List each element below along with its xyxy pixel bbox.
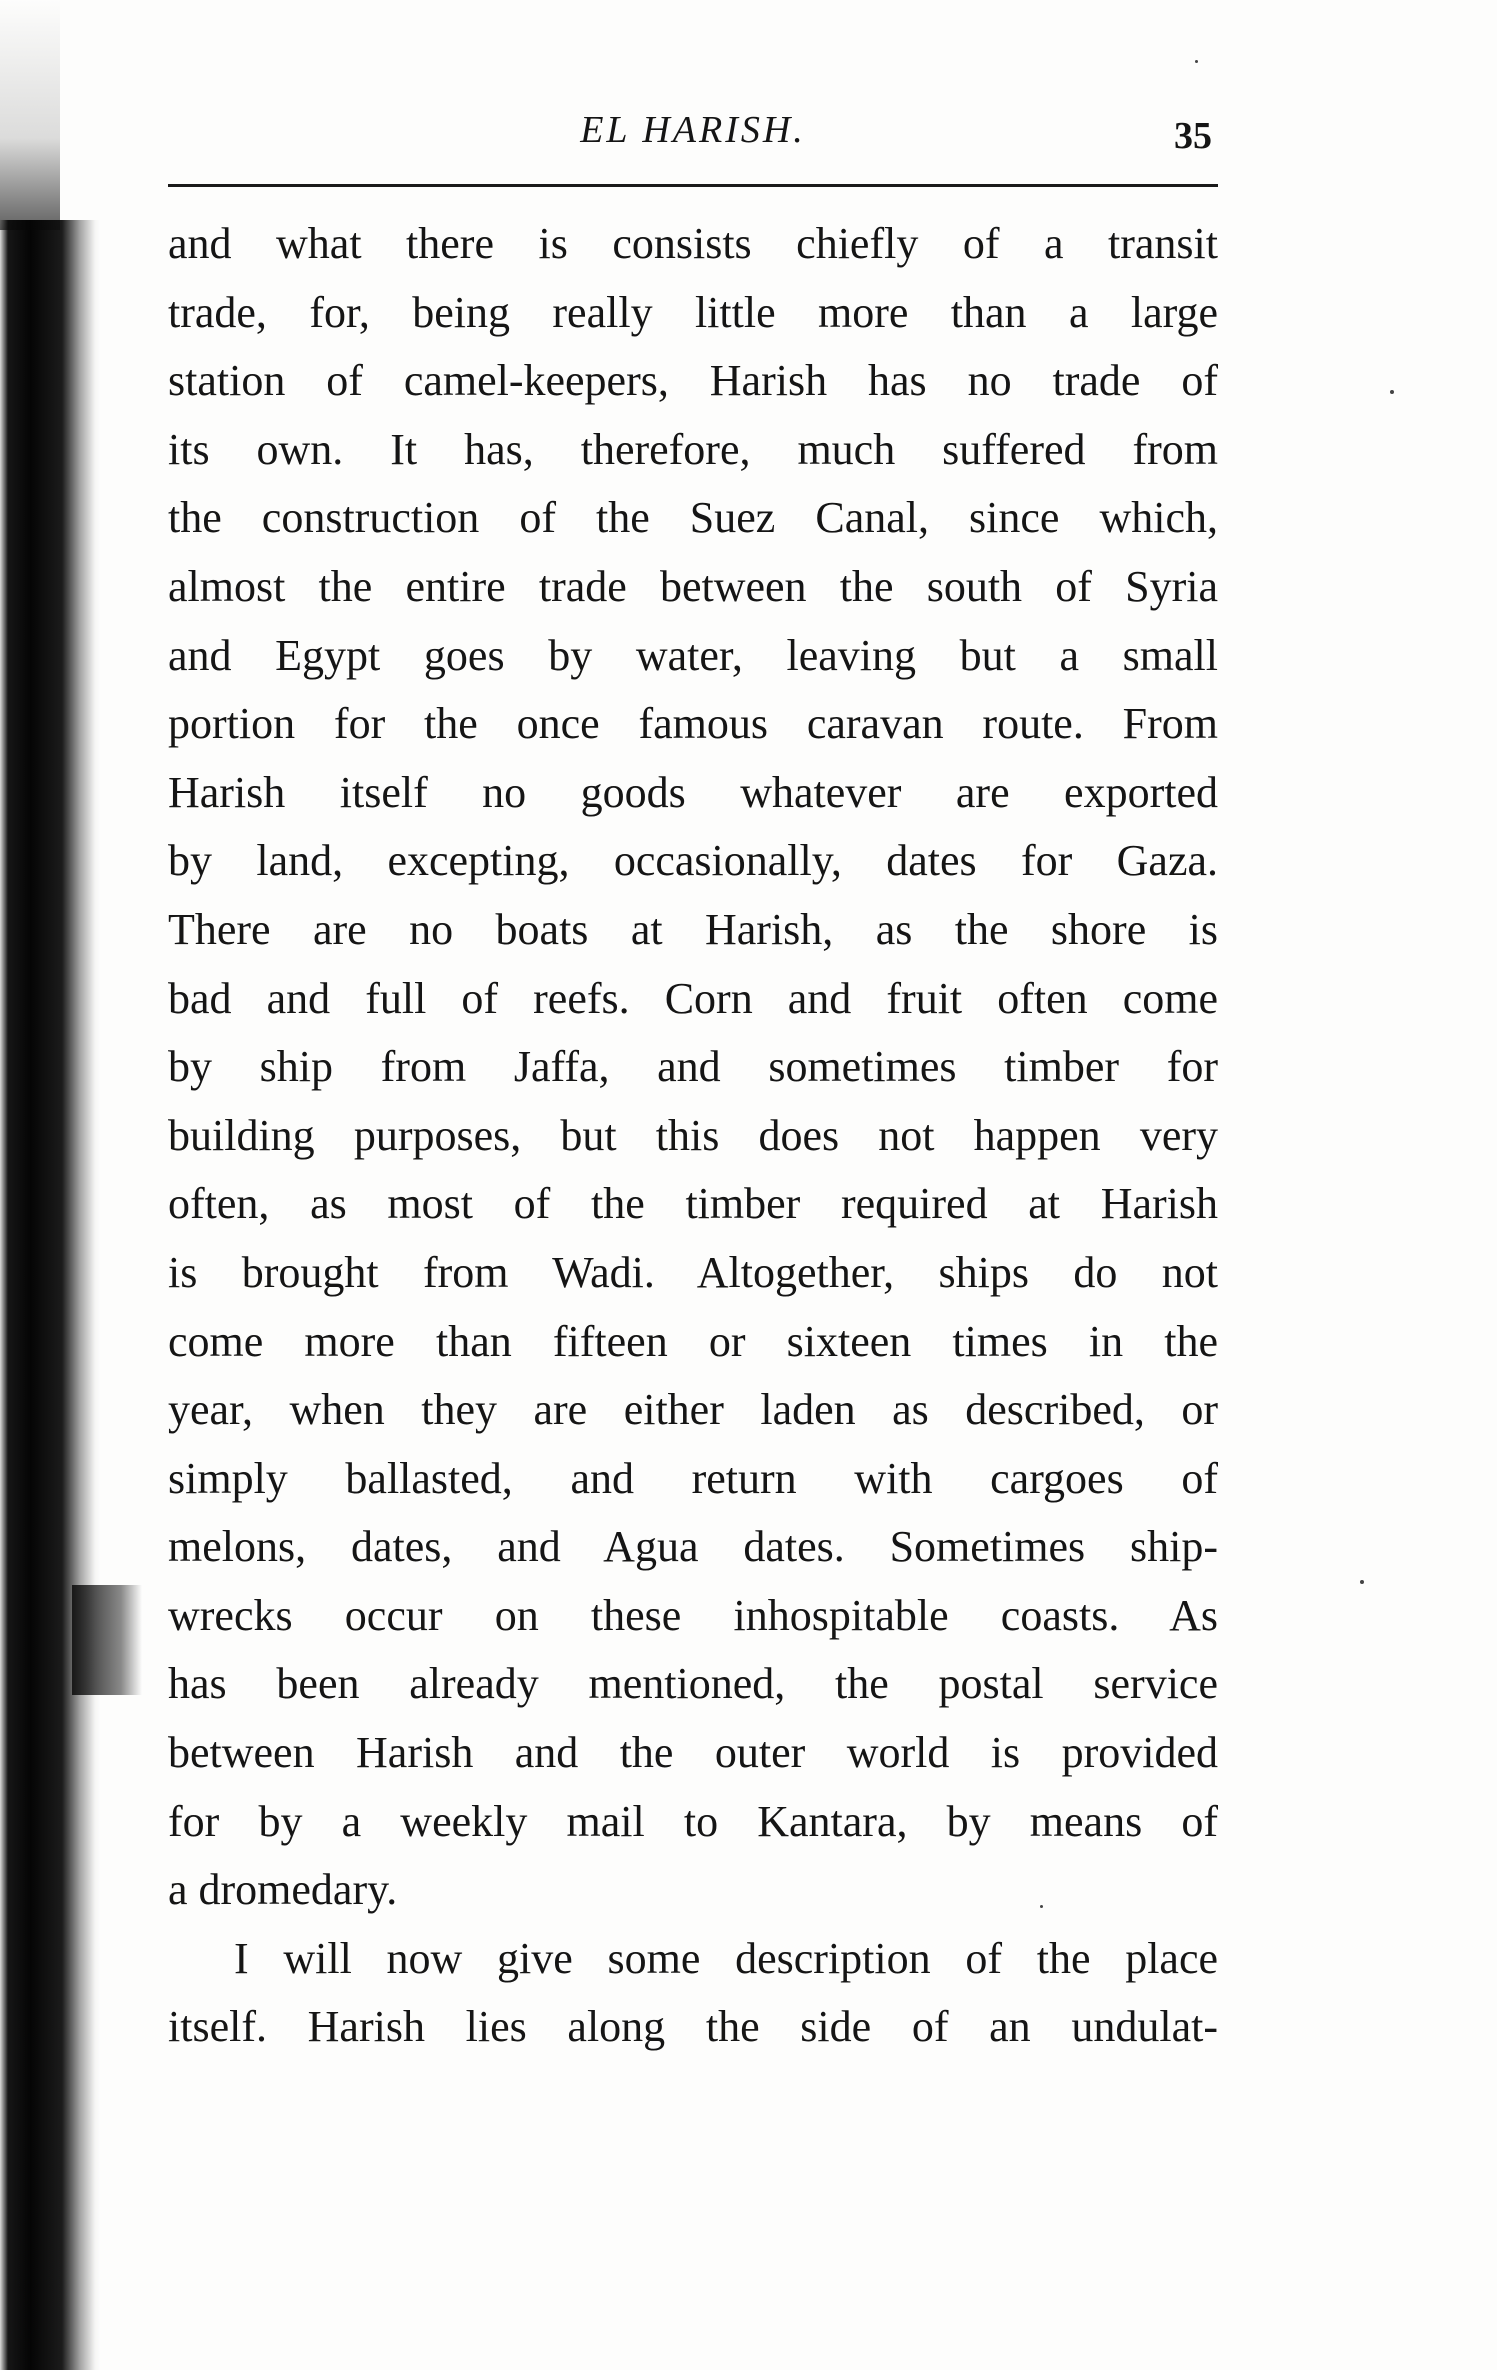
scan-speck [1195, 60, 1198, 63]
text-line: come more than fifteen or sixteen times in the [168, 1316, 1218, 1366]
text-line: for by a weekly mail to Kantara, by means of [168, 1796, 1218, 1846]
scan-speck [1040, 1905, 1043, 1908]
text-line: between Harish and the outer world is provided [168, 1728, 1218, 1778]
text-line: and Egypt goes by water, leaving but a small [168, 630, 1218, 680]
text-line: almost the entire trade between the south of Syria [168, 561, 1218, 611]
text-line: Harish itself no goods whatever are exported [168, 767, 1218, 817]
text-line: wrecks occur on these inhospitable coasts. As [168, 1590, 1218, 1640]
text-line-paragraph-end: a dromedary. [168, 1865, 398, 1915]
text-line: by ship from Jaffa, and sometimes timber for [168, 1042, 1218, 1092]
binding-shadow-notch [72, 1585, 142, 1695]
text-line: melons, dates, and Agua dates. Sometimes ship- [168, 1522, 1218, 1572]
text-line: trade, for, being really little more than a large [168, 287, 1218, 337]
text-line: simply ballasted, and return with cargoes of [168, 1453, 1218, 1503]
text-line: the construction of the Suez Canal, since which, [168, 493, 1218, 543]
text-line-paragraph-start: I will now give some description of the place [234, 1933, 1218, 1983]
text-line: by land, excepting, occasionally, dates for Gaza. [168, 836, 1218, 886]
text-line: portion for the once famous caravan route. From [168, 699, 1218, 749]
page-number: 35 [1174, 115, 1212, 157]
binding-shadow [0, 220, 100, 2370]
scan-speck [1390, 390, 1394, 394]
scan-shadow-top [0, 0, 60, 230]
text-line: There are no boats at Harish, as the shore is [168, 904, 1218, 954]
text-line: bad and full of reefs. Corn and fruit often come [168, 973, 1218, 1023]
text-line: is brought from Wadi. Altogether, ships do not [168, 1247, 1218, 1297]
text-line: station of camel-keepers, Harish has no trade of [168, 356, 1218, 406]
text-line: building purposes, but this does not happen very [168, 1110, 1218, 1160]
running-head: EL HARISH. [580, 109, 806, 151]
text-line: itself. Harish lies along the side of an undulat- [168, 2002, 1218, 2052]
text-line: its own. It has, therefore, much suffered from [168, 424, 1218, 474]
text-line: has been already mentioned, the postal service [168, 1659, 1218, 1709]
body-text [168, 210, 1218, 2062]
scan-speck [1360, 1580, 1364, 1584]
page-header [168, 108, 1218, 188]
text-line: year, when they are either laden as described, or [168, 1385, 1218, 1435]
text-line: and what there is consists chiefly of a transit [168, 219, 1218, 268]
header-rule [168, 184, 1218, 187]
text-line: often, as most of the timber required at Harish [168, 1179, 1218, 1229]
